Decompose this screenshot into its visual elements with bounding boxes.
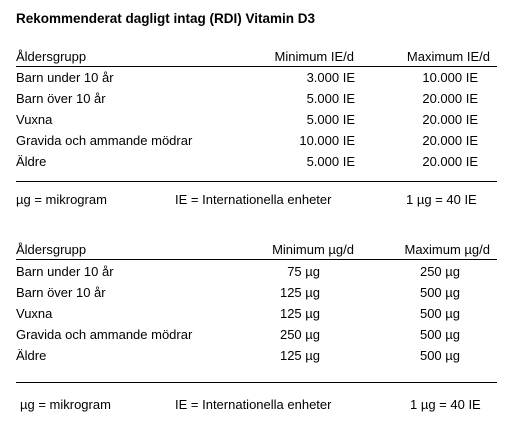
table-row: [0, 130, 520, 151]
table-row: [0, 151, 520, 172]
minimum-cell: 10.000 IE: [299, 133, 355, 148]
legend-row: [0, 189, 520, 210]
age-group-cell: Vuxna: [16, 306, 53, 321]
maximum-cell: 500 µg: [419, 285, 460, 300]
table-row: [0, 88, 520, 109]
legend-ie: IE = Internationella enheter: [175, 192, 332, 207]
maximum-cell: 20.000 IE: [422, 133, 478, 148]
minimum-cell: 125 µg: [279, 285, 320, 300]
maximum-cell: 10.000 IE: [422, 70, 478, 85]
minimum-cell: 125 µg: [279, 348, 320, 363]
table-row: [0, 303, 520, 324]
legend-conversion: 1 µg = 40 IE: [410, 397, 481, 412]
header-minimum: Minimum IE/d: [274, 49, 354, 64]
header-underline: [16, 259, 497, 260]
table-row: [0, 261, 520, 282]
age-group-cell: Äldre: [16, 348, 47, 363]
legend-microgram: µg = mikrogram: [16, 192, 107, 207]
maximum-cell: 20.000 IE: [422, 91, 478, 106]
minimum-cell: 5.000 IE: [306, 112, 355, 127]
maximum-cell: 500 µg: [419, 306, 460, 321]
table-header-row: [0, 239, 520, 260]
page-title: Rekommenderat dagligt intag (RDI) Vitamin D3: [16, 11, 316, 26]
table-header-row: [0, 46, 520, 67]
maximum-cell: 500 µg: [419, 348, 460, 363]
age-group-cell: Vuxna: [16, 112, 53, 127]
table-row: [0, 345, 520, 366]
age-group-cell: Barn under 10 år: [16, 264, 114, 279]
table-divider: [16, 382, 497, 383]
age-group-cell: Äldre: [16, 154, 47, 169]
minimum-cell: 125 µg: [279, 306, 320, 321]
age-group-cell: Gravida och ammande mödrar: [16, 327, 193, 342]
header-minimum: Minimum µg/d: [272, 242, 354, 257]
header-maximum: Maximum IE/d: [406, 49, 490, 64]
maximum-cell: 20.000 IE: [422, 112, 478, 127]
table-row: [0, 282, 520, 303]
age-group-cell: Barn över 10 år: [16, 285, 106, 300]
table-row: [0, 324, 520, 345]
header-age-group: Åldersgrupp: [16, 49, 87, 64]
maximum-cell: 20.000 IE: [422, 154, 478, 169]
minimum-cell: 250 µg: [279, 327, 320, 342]
age-group-cell: Barn över 10 år: [16, 91, 106, 106]
legend-conversion: 1 µg = 40 IE: [406, 192, 477, 207]
maximum-cell: 500 µg: [419, 327, 460, 342]
table-row: [0, 109, 520, 130]
minimum-cell: 75 µg: [287, 264, 320, 279]
minimum-cell: 3.000 IE: [306, 70, 355, 85]
rdi-table-ug-body: [0, 261, 520, 366]
age-group-cell: Barn under 10 år: [16, 70, 114, 85]
rdi-table-ie-body: [0, 67, 520, 172]
age-group-cell: Gravida och ammande mödrar: [16, 133, 193, 148]
table-divider: [16, 181, 497, 182]
legend-microgram: µg = mikrogram: [20, 397, 111, 412]
rdi-table-ie: [0, 46, 520, 67]
maximum-cell: 250 µg: [419, 264, 460, 279]
legend-row: [0, 394, 520, 415]
table-row: [0, 67, 520, 88]
minimum-cell: 5.000 IE: [306, 91, 355, 106]
legend-ie: IE = Internationella enheter: [175, 397, 332, 412]
minimum-cell: 5.000 IE: [306, 154, 355, 169]
rdi-table-ug: [0, 239, 520, 260]
header-maximum: Maximum µg/d: [404, 242, 490, 257]
header-age-group: Åldersgrupp: [16, 242, 87, 257]
